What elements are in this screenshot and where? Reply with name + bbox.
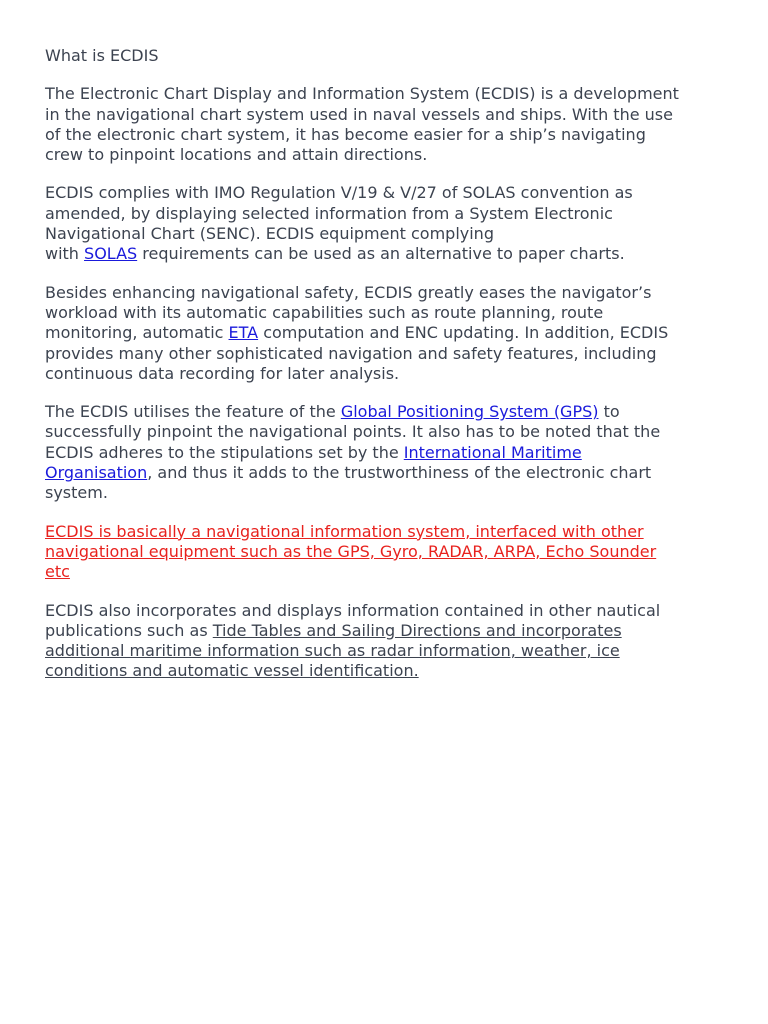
text-fragment: ECDIS adheres to the stipulations set by the (45, 442, 404, 462)
text-fragment: to (598, 402, 620, 422)
paragraph-line (45, 463, 725, 483)
underlined-text: additional maritime information such as radar information, weather, ice (45, 641, 620, 661)
paragraph-line: continuous data recording for later analysis. (45, 363, 400, 383)
text-fragment: publications such as (45, 620, 213, 640)
imo-link-continued[interactable]: Organisation (45, 463, 148, 483)
paragraph-line: The Electronic Chart Display and Information System (ECDIS) is a development (45, 84, 679, 104)
paragraph-line (45, 641, 725, 661)
underlined-text: conditions and automatic vessel identification. (45, 661, 419, 681)
highlighted-text: etc (45, 562, 70, 582)
paragraph-line: Besides enhancing navigational safety, ECDIS greatly eases the navigator’s (45, 282, 652, 302)
paragraph-line: crew to pinpoint locations and attain directions. (45, 145, 428, 165)
paragraph-publications (45, 601, 725, 682)
highlighted-text: ECDIS is basically a navigational information system, interfaced with other (45, 521, 644, 541)
paragraph-line: workload with its automatic capabilities such as route planning, route (45, 302, 604, 322)
paragraph-line (45, 661, 725, 681)
text-fragment: requirements can be used as an alternative to paper charts. (137, 244, 625, 264)
document-body (45, 46, 725, 700)
text-fragment: monitoring, automatic (45, 323, 229, 343)
solas-link[interactable]: SOLAS (84, 244, 138, 264)
paragraph-safety (45, 283, 725, 384)
paragraph-line (45, 244, 725, 264)
text-fragment: computation and ENC updating. In addition, ECDIS (258, 323, 669, 343)
paragraph-intro (45, 84, 725, 165)
highlighted-text: navigational equipment such as the GPS, Gyro, RADAR, ARPA, Echo Sounder (45, 541, 657, 561)
paragraph-line: of the electronic chart system, it has become easier for a ship’s navigating (45, 124, 646, 144)
eta-link[interactable]: ETA (228, 323, 259, 343)
paragraph-line: in the navigational chart system used in naval vessels and ships. With the use (45, 104, 673, 124)
paragraph-line: amended, by displaying selected information from a System Electronic (45, 203, 613, 223)
paragraph-line (45, 522, 725, 542)
title-text: What is ECDIS (45, 46, 159, 65)
paragraph-line: provides many other sophisticated navigation and safety features, including (45, 343, 657, 363)
text-fragment: with (45, 244, 85, 264)
text-fragment: The ECDIS utilises the feature of the (45, 402, 341, 422)
paragraph-line: ECDIS complies with IMO Regulation V/19 & V/27 of SOLAS convention as (45, 183, 633, 203)
gps-link[interactable]: Global Positioning System (GPS) (340, 402, 599, 422)
text-fragment: , and thus it adds to the trustworthiness of the electronic chart (147, 463, 652, 483)
paragraph-line: Navigational Chart (SENC). ECDIS equipment complying (45, 224, 494, 244)
paragraph-line (45, 323, 725, 343)
paragraph-line: system. (45, 483, 108, 503)
paragraph-line (45, 443, 725, 463)
paragraph-line: ECDIS also incorporates and displays information contained in other nautical (45, 600, 661, 620)
document-title (45, 46, 725, 66)
paragraph-line (45, 562, 725, 582)
underlined-text: Tide Tables and Sailing Directions and incorporates (212, 620, 622, 640)
paragraph-highlight (45, 522, 725, 583)
paragraph-gps (45, 402, 725, 503)
paragraph-solas (45, 183, 725, 264)
paragraph-line: successfully pinpoint the navigational points. It also has to be noted that the (45, 422, 661, 442)
imo-link[interactable]: International Maritime (403, 442, 582, 462)
paragraph-line (45, 542, 725, 562)
paragraph-line (45, 621, 725, 641)
paragraph-line (45, 402, 725, 422)
